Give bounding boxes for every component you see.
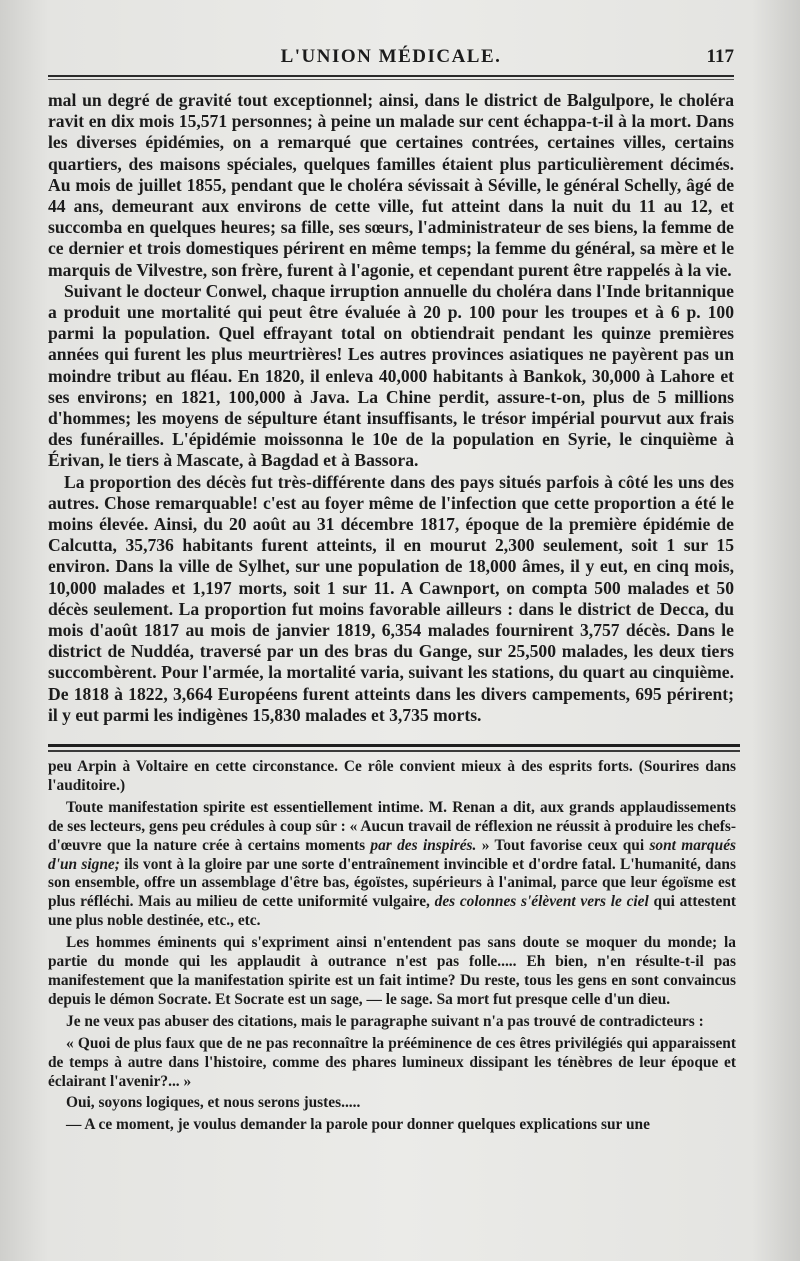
feuilleton-paragraph: — A ce moment, je voulus demander la parole pour donner quelques explications sur une (66, 1116, 650, 1134)
feuilleton-column (48, 758, 736, 1135)
feuilleton-separator-thin (48, 750, 740, 752)
italic-run: des colonnes s'élèvent vers le ciel (434, 893, 649, 911)
header-rule (48, 75, 734, 77)
main-article (48, 90, 734, 726)
italic-run: par des inspirés. (370, 836, 477, 854)
feuilleton-separator (48, 744, 740, 747)
feuilleton-paragraph: Je ne veux pas abuser des citations, mais le paragraphe suivant n'a pas trouvé de contradicteurs : (66, 1012, 704, 1030)
text-run: Toute manifestation spirite est essentiellement intime. M. Renan a dit, aux grands applaudissements de ses lecteurs, gens peu crédules à coup sûr : « Aucun travail de réflexion ne réussit à produire les chefs-d'œuvre que la nature crée à certains moments (48, 798, 736, 854)
article-paragraph: La proportion des décès fut très-différente dans des pays situés parfois à côté les uns des autres. Chose remarquable! c'est au foyer même de l'infection que cette proportion a été le moins élevée. Ainsi, du 20 août au 31 décembre 1817, époque de la première épidémie de Calcutta, 35,736 habitants furent atteints, il en mourut 2,300 seulement, soit 1 sur 15 environ. Dans la ville de Sylhet, sur une population de 18,000 âmes, il y eut, en cinq mois, 10,000 malades et 1,197 morts, soit 1 sur 11. A Cawnport, on compta 500 malades et 50 décès seulement. La proportion fut moins favorable ailleurs : dans le district de Decca, du mois d'août 1817 au mois de janvier 1819, 6,354 malades fournirent 3,757 décès. Dans le district de Nuddéa, traversé par un des bras du Gange, sur 25,500 malades, les deux tiers succombèrent. Pour l'armée, la mortalité varia, suivant les stations, du quart au cinquième. De 1818 à 1822, 3,664 Européens furent atteints dans les divers campements, 695 périrent; il y eut parmi les indigènes 15,830 malades et 3,735 morts. (48, 471, 734, 725)
text-run: qui attestent une plus noble destinée, etc., etc. (48, 893, 737, 930)
text-run: » Tout favorise ceux qui (476, 836, 650, 854)
page-number: 117 (706, 46, 734, 67)
text-run: ils vont à la gloire par une sorte d'entraînement invincible et d'ordre fatal. L'humanité, dans son ensemble, offre un assemblage d'être bas, égoïstes, supérieurs à l'animal, parce que leur égoïsme est plus réfléchi. Mais au milieu de cette uniformité vulgaire, (48, 855, 736, 911)
running-title: L'UNION MÉDICALE. (280, 46, 502, 67)
article-paragraph: mal un degré de gravité tout exceptionnel; ainsi, dans le district de Balgulpore, le choléra ravit en dix mois 15,571 personnes; à peine un malade sur cent échappa-t-il à la mort. Dans les diverses épidémies, on a remarqué que certaines contrées, certaines villes, certains quartiers, des maisons spéciales, quelques familles étaient plus particulièrement décimés. Au mois de juillet 1855, pendant que le choléra sévissait à Séville, le général Schelly, âgé de 44 ans, demeurant aux environs de cette ville, fut atteint dans la nuit du 11 au 12, et succomba en quelques heures; sa fille, ses sœurs, l'administrateur de ses biens, la femme de ce dernier et trois domestiques périrent en même temps; la femme du général, sa mère et le marquis de Vilvestre, son frère, furent à l'agonie, et cependant purent être rappelés à la vie. (48, 90, 734, 280)
feuilleton-paragraph: Les hommes éminents qui s'expriment ainsi n'entendent pas sans doute se moquer du monde; la partie du monde qui les applaudit à outrance n'est pas folle..... Eh bien, n'en résulte-t-il pas manifestement que la manifestation spirite est un fait intime? Du reste, tous les gens en sont convaincus depuis le démon Socrate. Et Socrate est un sage, — le sage. Sa mort fut presque celle d'un dieu. (48, 934, 736, 1008)
header-rule-thin (48, 79, 734, 80)
article-paragraph: Suivant le docteur Conwel, chaque irruption annuelle du choléra dans l'Inde britannique a produit une mortalité qui peut être évaluée à 20 p. 100 pour les troupes et à 6 p. 100 parmi la population. Quel effrayant total on obtiendrait pendant les quinze premières années qui furent les plus meurtrières! Les autres provinces asiatiques ne payèrent pas un moindre tribut au fléau. En 1820, il enleva 40,000 habitants à Bankok, 30,000 à Lahore et ses environs; en 1821, 100,000 à Java. La Chine perdit, assure-t-on, plus de 5 millions d'hommes; les moyens de sépulture étant insuffisants, le trésor impérial pourvut aux frais des funérailles. L'épidémie moissonna le 10e de la population en Syrie, le cinquième à Érivan, le tiers à Mascate, à Bagdad et à Bassora. (48, 280, 734, 471)
page-header (48, 44, 734, 74)
feuilleton-paragraph (48, 799, 736, 931)
feuilleton-paragraph: peu Arpin à Voltaire en cette circonstance. Ce rôle convient mieux à des esprits forts. (Sourires dans l'auditoire.) (48, 758, 736, 794)
feuilleton-paragraph: Oui, soyons logiques, et nous serons justes..... (66, 1094, 361, 1112)
feuilleton-quote: « Quoi de plus faux que de ne pas reconnaître la prééminence de ces êtres privilégiés qui apparaissent de temps à autre dans l'histoire, comme des phares lumineux dissipant les ténèbres de leur époque et éclairant l'avenir?... » (48, 1034, 736, 1090)
italic-run: sont marqués d'un signe; (48, 836, 737, 873)
